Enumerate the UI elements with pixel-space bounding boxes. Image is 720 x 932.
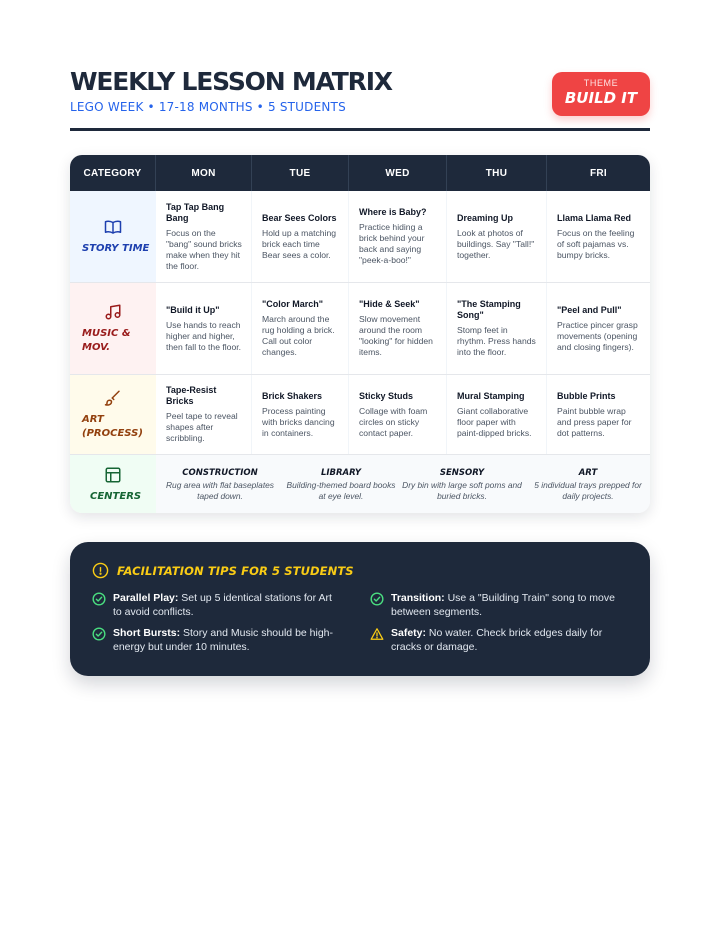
lesson-cell (252, 191, 349, 282)
center-name: LIBRARY (320, 468, 362, 478)
lesson-cell (447, 375, 547, 454)
activity-title: Sticky Studs (359, 390, 414, 401)
page-subtitle: LEGO WEEK • 17-18 MONTHS • 5 STUDENTS (70, 100, 346, 114)
center-name: SENSORY (439, 468, 485, 478)
check-circle-icon (92, 592, 106, 606)
activity-description: Focus on the "bang" sound bricks make when they hit the floor. (166, 227, 242, 271)
music-movement-row (70, 283, 650, 375)
column-header-wed: WED (349, 155, 447, 191)
theme-label: THEME (583, 78, 619, 88)
activity-description: Hold up a matching brick each time Bear sees a color. (262, 227, 337, 260)
info-circle-icon (92, 562, 109, 579)
tips-title: FACILITATION TIPS FOR 5 STUDENTS (117, 563, 354, 578)
tip-text (391, 626, 630, 654)
tip-text (113, 626, 342, 654)
tips-heading (92, 562, 354, 579)
activity-title: Where is Baby? (359, 207, 427, 217)
activity-title: Bear Sees Colors (262, 212, 337, 223)
lesson-cell (252, 375, 349, 454)
tip-safety (370, 626, 630, 654)
activity-title: Bubble Prints (557, 390, 616, 401)
lesson-cell (547, 283, 650, 374)
center-sensory (398, 455, 526, 513)
lesson-cell (252, 283, 349, 374)
tip-text (391, 591, 630, 619)
tip-text (113, 591, 342, 619)
lesson-cell (447, 283, 547, 374)
category-music-movement (70, 283, 156, 374)
activity-description: March around the rug holding a brick. Call out color changes. (262, 314, 335, 357)
activity-description: Collage with foam circles on sticky contact paper. (359, 405, 428, 438)
lesson-cell (349, 283, 447, 374)
column-header-category: CATEGORY (70, 155, 156, 191)
center-construction (156, 455, 284, 513)
category-art-process (70, 375, 156, 454)
activity-description: Look at photos of buildings. Say "Tall!" together. (457, 227, 535, 260)
center-art (526, 455, 650, 513)
tip-label: Short Bursts: (113, 627, 181, 639)
check-circle-icon (92, 627, 106, 641)
facilitation-tips-panel (70, 542, 650, 676)
tip-body: No water. Check brick edges daily for cracks or damage. (391, 627, 603, 653)
page-title: WEEKLY LESSON MATRIX (70, 67, 392, 96)
center-description: 5 individual trays prepped for daily projects. (534, 480, 642, 501)
lesson-matrix (70, 155, 650, 513)
layout-icon (104, 466, 122, 484)
book-icon (104, 218, 122, 236)
centers-row (70, 455, 650, 513)
lesson-cell (156, 375, 252, 454)
check-circle-icon (370, 592, 384, 606)
activity-description: Practice pincer grasp movements (opening and closing fingers). (557, 319, 638, 352)
lesson-cell (156, 191, 252, 282)
lesson-cell (547, 191, 650, 282)
tip-body: Story and Music should be high-energy but under 10 minutes. (113, 627, 334, 653)
activity-title: Brick Shakers (262, 390, 323, 401)
column-header-thu: THU (447, 155, 547, 191)
matrix-header-row (70, 155, 650, 191)
activity-title: "Build it Up" (166, 304, 220, 315)
activity-description: Giant collaborative floor paper with paint-dipped bricks. (457, 405, 532, 438)
story-time-row (70, 191, 650, 283)
category-label: MUSIC & MOV. (82, 327, 131, 353)
category-centers (70, 455, 156, 513)
activity-description: Slow movement around the room "looking" for hidden items. (359, 314, 433, 357)
column-header-mon: MON (156, 155, 252, 191)
lesson-cell (156, 283, 252, 374)
music-note-icon (104, 303, 122, 321)
lesson-cell (547, 375, 650, 454)
tip-label: Safety: (391, 627, 427, 639)
tip-label: Parallel Play: (113, 592, 179, 604)
activity-description: Paint bubble wrap and press paper for dot patterns. (557, 405, 632, 438)
activity-title: Tap Tap Bang Bang (166, 201, 225, 223)
lesson-cell (349, 375, 447, 454)
tip-short-bursts (92, 626, 342, 654)
center-description: Building-themed board books at eye level. (286, 480, 396, 501)
paintbrush-icon (104, 389, 122, 407)
theme-value: BUILD IT (564, 89, 638, 107)
tip-body: Use a "Building Train" song to move between segments. (391, 592, 615, 618)
tip-transition (370, 591, 630, 619)
center-description: Dry bin with large soft poms and buried bricks. (402, 480, 522, 501)
tip-parallel-play (92, 591, 342, 619)
activity-description: Use hands to reach higher and higher, then fall to the floor. (166, 319, 242, 352)
center-name: CONSTRUCTION (182, 468, 258, 478)
tip-body: Set up 5 identical stations for Art to avoid conflicts. (113, 592, 332, 618)
lesson-cell (349, 191, 447, 282)
column-header-fri: FRI (589, 167, 607, 179)
activity-title: Mural Stamping (457, 390, 525, 401)
activity-description: Focus on the feeling of soft pajamas vs. bumpy bricks. (557, 227, 635, 260)
activity-description: Practice hiding a brick behind your back and saying "peek-a-boo!" (359, 222, 425, 265)
activity-description: Stomp feet in rhythm. Press hands into the floor. (457, 325, 536, 357)
category-label: ART (PROCESS) (82, 413, 143, 439)
category-label: CENTERS (90, 491, 142, 502)
activity-description: Peel tape to reveal shapes after scribbling. (166, 411, 238, 443)
center-name: ART (578, 468, 598, 478)
category-label: STORY TIME (82, 242, 150, 254)
activity-title: Dreaming Up (457, 212, 514, 223)
page-header (70, 66, 650, 116)
center-library (284, 455, 398, 513)
warning-triangle-icon (370, 627, 384, 641)
column-header-tue: TUE (252, 155, 349, 191)
activity-title: "Hide & Seek" (359, 299, 420, 309)
theme-badge (552, 72, 650, 116)
activity-description: Process painting with bricks dancing in containers. (262, 405, 335, 438)
activity-title: Llama Llama Red (557, 212, 632, 223)
category-story-time (70, 191, 156, 282)
lesson-cell (447, 191, 547, 282)
activity-title: "Color March" (262, 299, 324, 309)
tip-label: Transition: (391, 592, 445, 604)
art-process-row (70, 375, 650, 455)
activity-title: "The Stamping Song" (457, 299, 521, 320)
center-description: Rug area with flat baseplates taped down. (165, 480, 274, 501)
activity-title: Tape-Resist Bricks (166, 385, 217, 406)
header-divider (70, 128, 650, 131)
activity-title: "Peel and Pull" (557, 304, 622, 315)
